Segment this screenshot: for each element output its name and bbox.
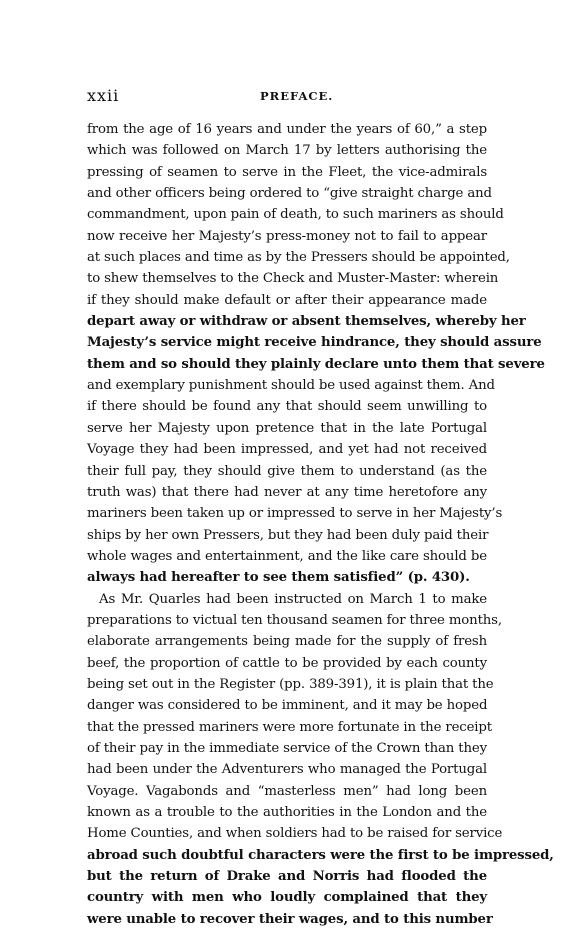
- text-line: mariners been taken up or impressed to serve in her Majesty’s: [87, 506, 503, 522]
- text-line: from the age of 16 years and under the years of 60,” a step: [87, 122, 487, 137]
- text-line: danger was considered to be imminent, and it may be hoped: [87, 698, 488, 714]
- text-line: to shew themselves to the Check and Muster-Master: wherein: [87, 271, 499, 287]
- text-line: at such places and time as by the Pressers should be appointed,: [87, 250, 510, 266]
- text-line: serve her Majesty upon pretence that in the late Portugal: [87, 420, 487, 436]
- text-line: elaborate arrangements being made for the supply of fresh: [87, 634, 487, 650]
- text-line: known as a trouble to the authorities in the London and the: [87, 805, 487, 820]
- text-line: Voyage. Vagabonds and “masterless men” had long been: [87, 783, 487, 799]
- page-header: [87, 86, 487, 106]
- text-line: if there should be found any that should seem unwilling to: [87, 399, 487, 415]
- page-number: xxii: [87, 86, 120, 105]
- text-line: ships by her own Pressers, but they had been duly paid their: [87, 527, 489, 543]
- text-line: now receive her Majesty’s press-money not to fail to appear: [87, 228, 487, 244]
- text-line: pressing of seamen to serve in the Fleet, the vice-admirals: [87, 164, 487, 180]
- text-line: always had hereafter to see them satisfied” (p. 430).: [87, 570, 470, 586]
- text-line: preparations to victual ten thousand seamen for three months,: [87, 612, 502, 628]
- text-line: Voyage they had been impressed, and yet had not received: [87, 442, 487, 458]
- text-line: were unable to recover their wages, and to this number: [87, 911, 493, 927]
- running-head: PREFACE.: [260, 89, 334, 103]
- text-line: being set out in the Register (pp. 389-391), it is plain that the: [87, 676, 494, 692]
- text-line: As Mr. Quarles had been instructed on March 1 to make: [99, 591, 487, 607]
- text-line: and other officers being ordered to “give straight charge and: [87, 186, 492, 202]
- text-line: of their pay in the immediate service of the Crown than they: [87, 740, 487, 756]
- text-line: which was followed on March 17 by letters authorising the: [87, 143, 487, 159]
- text-line: Majesty’s service might receive hindrance, they should assure: [87, 335, 542, 351]
- text-line: Home Counties, and when soldiers had to be raised for service: [87, 826, 503, 842]
- text-line: had been under the Adventurers who managed the Portugal: [87, 762, 487, 778]
- text-line: truth was) that there had never at any time heretofore any: [87, 484, 487, 500]
- text-line: commandment, upon pain of death, to such mariners as should: [87, 207, 504, 223]
- text-line: whole wages and entertainment, and the like care should be: [87, 548, 487, 564]
- text-line: and exemplary punishment should be used against them. And: [87, 378, 495, 394]
- text-line: that the pressed mariners were more fortunate in the receipt: [87, 719, 492, 735]
- text-line: abroad such doubtful characters were the first to be impressed,: [87, 847, 554, 863]
- text-line: but the return of Drake and Norris had flooded the: [87, 869, 487, 885]
- body-text: [87, 119, 554, 930]
- text-line: country with men who loudly complained that they: [87, 890, 487, 906]
- text-line: their full pay, they should give them to understand (as the: [87, 463, 487, 479]
- text-line: depart away or withdraw or absent themselves, whereby her: [87, 314, 526, 330]
- text-line: if they should make default or after their appearance made: [87, 292, 487, 308]
- text-line: them and so should they plainly declare unto them that severe: [87, 356, 545, 372]
- text-line: beef, the proportion of cattle to be provided by each county: [87, 655, 487, 671]
